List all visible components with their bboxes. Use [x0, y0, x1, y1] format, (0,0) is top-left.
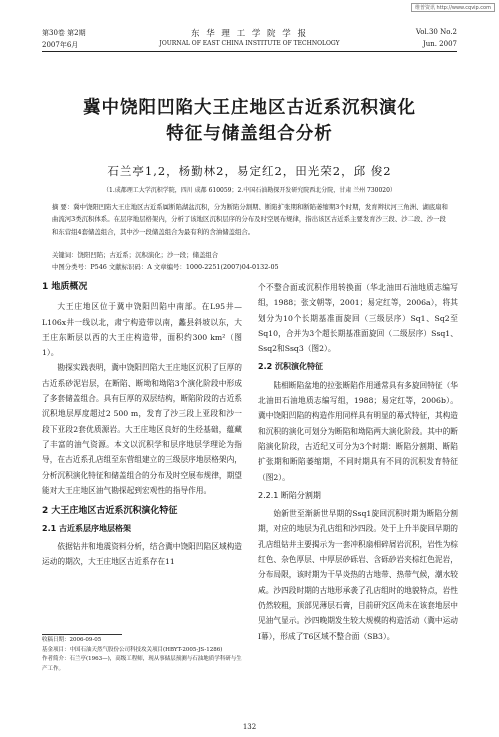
keywords: 关键词：饶阳凹陷；古近系；沉积演化；沙一段；储盖组合 [52, 251, 219, 259]
date-label: 2007年6月 [42, 41, 79, 49]
abstract: 摘 要：冀中饶阳凹陷大王庄地区古近系属断陷湖盆沉积，分为断陷分割期、断陷扩张期和断陷萎缩期3个时期，发育辫状河三角洲、湖底扇和曲流河3类沉积体系。在层序地层格架内，分析了该地区沉积层序的分布及时空展布规律，指出该区古近系主要发育沙三段、沙二段、沙一段和东营组4套储盖组合，其中沙一段储盖组合为最有利的含油储盖组合。 [52, 203, 448, 236]
fund-info: 基金项目：中国石油天然气股份公司科技攻关项目(HBYT-2005-JS-1286) [42, 646, 223, 653]
classification-line: 中图分类号：P546 文献标识码：A 文章编号：1000-2251(2007)04-0132-05 [52, 263, 279, 271]
left-column [42, 280, 242, 682]
subsection-2-2-1-heading: 2.2.1 断陷分割期 [258, 490, 321, 500]
section-2-heading: 2 大王庄地区古近系沉积演化特征 [42, 506, 178, 517]
section-1-heading: 1 地质概况 [42, 282, 88, 292]
journal-name-cn: 东 华 理 工 学 院 学 报 [191, 29, 308, 39]
author-bio: 作者简介：石兰亭(1963—)，高级工程师，现从事储层预测与石油地质学科研与生产工作。 [42, 656, 242, 672]
paragraph: 陆相断陷盆地的拉张断陷作用通常具有多旋回特征（华北油田石油地质志编写组，1988；易定红等，2006b）。冀中饶阳凹陷的构造作用同样具有明显的幕式特征，其构造和沉积的演化可划分为断陷和坳陷两大演化阶段。其中的断陷演化阶段，古近纪又可分为3个时期：断陷分割期、断陷扩张期和断陷萎缩期，不同时期具有不同的沉积发育特征（图2）。 [258, 380, 458, 482]
authors: 石兰亭1,2，杨勤林2，易定红2，田光荣2，邱 俊2 [107, 164, 392, 178]
right-column [258, 280, 458, 700]
subsection-2-1-heading: 2.1 古近系层序地层格架 [42, 524, 131, 534]
received-date: 收稿日期：2006-09-05 [42, 637, 102, 643]
volume-label-en: Vol.30 No.2 [415, 28, 457, 36]
watermark: 维普资讯 http://www.cqvip.com [411, 3, 495, 12]
paragraph: 勘探实践表明，冀中饶阳凹陷大王庄地区沉积了巨厚的古近系砂泥岩层，在断陷、断坳和坳陷3个演化阶段中形成了多套储盖组合。具有巨厚的双层结构，断陷阶段的古近系沉积地层厚度超过2 500 m，发育了沙三段上亚段和沙一段下亚段2套优质源岩。大王庄地区良好的生烃基础，蕴藏了丰富的油气资源。本文以沉积学和层序地层学理论为指导，在古近系孔店组至东营组建立的三级层序地层格架内，分析沉积演化特征和储盖组合的分布及时空展布规律，期望能对大王庄地区油气勘探起到宏观性的指导作用。 [42, 363, 242, 495]
paragraph: 依据钻井和地震资料分析，结合冀中饶阳凹陷区域构造运动的期次，大王庄地区古近系存在11 [42, 541, 242, 567]
affiliation: （1.成都理工大学沉积学院，四川 成都 610059；2.中国石油勘探开发研究院西北分院，甘肃 兰州 730020） [103, 187, 396, 194]
date-label-en: Jun. 2007 [422, 40, 457, 48]
paragraph: 大王庄地区位于冀中饶阳凹陷中南部。在L95井—L106x井一线以北，肃宁构造带以南，蠡县斜坡以东，大王庄东断层以西的大王庄构造带，面积约300 km²（图1）。 [42, 302, 242, 358]
title-line-1: 冀中饶阳凹陷大王庄地区古近系沉积演化 [83, 98, 416, 118]
subsection-2-2-heading: 2.2 沉积演化特征 [258, 362, 323, 372]
volume-label: 第30卷 第2期 [42, 29, 86, 37]
journal-name-en: JOURNAL OF EAST CHINA INSTITUTE OF TECHNOLOGY [159, 40, 340, 47]
paragraph: 个不整合面或沉积作用转换面（华北油田石油地质志编写组，1988；张文朝等，2001；易定红等，2006a），将其划分为10个长期基准面旋回（三级层序）Sq1、Sq2至Sq10，合并为3个超长期基准面旋回（二级层序）Ssq1、Ssq2和Ssq3（图2）。 [258, 283, 458, 354]
page-number: 132 [242, 723, 257, 731]
paragraph: 始新世至渐新世早期的Ssq1旋回沉积时期为断陷分割期，对应的地层为孔店组和沙四段。处于上升半旋回早期的孔店组钻井主要揭示为一套冲积扇相碎屑岩沉积，岩性为棕红色、杂色厚层、中厚层砂砾岩、含砾砂岩夹棕红色泥岩，分布局限，该时期为干旱炎热的古地带、热带气候，潮水较咸。沙四段时期的古地形承袭了孔店组时的地貌特点，岩性仍然较粗，顶部见薄层石膏，目前研究区尚未在该套地层中见油气显示。沙四晚期发生较大规模的构造活动（冀中运动Ⅰ幕），形成了T6区域不整合面（SB3）。 [258, 509, 458, 641]
footnote [42, 636, 242, 674]
footnote-rule [42, 634, 122, 635]
title-line-2: 特征与储盖组合分析 [166, 124, 333, 144]
header-rule [42, 51, 457, 52]
